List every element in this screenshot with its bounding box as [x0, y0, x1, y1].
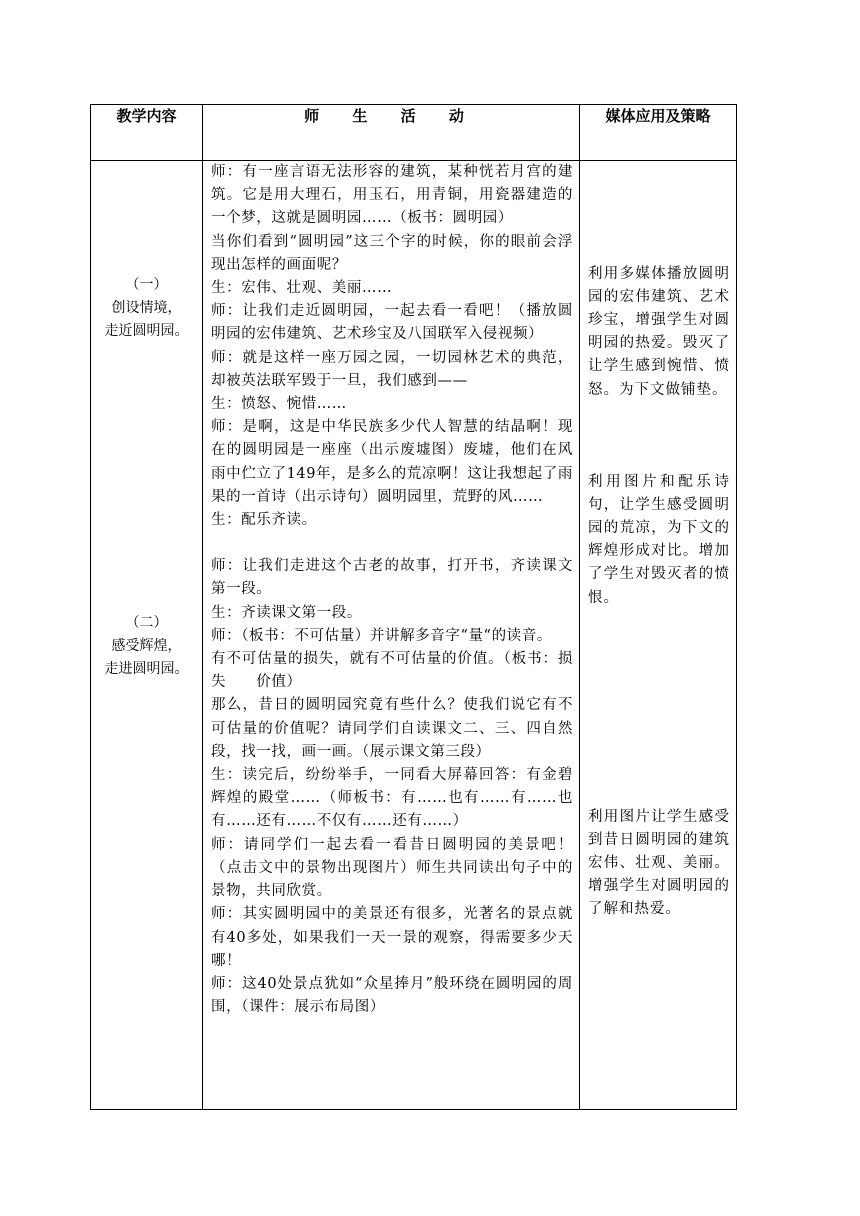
activity-paragraph: 生：愤怒、惋惜…… — [211, 396, 347, 413]
activity-paragraph: 师：是啊，这是中华民族多少代人智慧的结晶啊！现在的圆明园是一座座（出示废墟图）废墟，他们在风雨中伫立了149年，是多么的荒凉啊！这让我想起了雨果的一首诗（出示诗句）圆明园里，荒野的风…… — [211, 419, 573, 505]
activities-cell — [203, 161, 580, 1110]
activity-paragraph: 师：有一座言语无法形容的建筑，某种恍若月宫的建筑。它是用大理石，用玉石，用青铜，用瓷器建造的一个梦，这就是圆明园……（板书：圆明园） — [211, 164, 573, 227]
activity-paragraph: 师：请同学们一起去看一看昔日圆明园的美景吧！（点击文中的景物出现图片）师生共同读出句子中的景物，共同欣赏。 — [211, 836, 573, 900]
body-row — [91, 161, 737, 1110]
media-column — [580, 161, 736, 1109]
header-media: 媒体应用及策略 — [580, 105, 737, 161]
activity-paragraph: 有不可估量的损失，就有不可估量的价值。（板书：损失 价值） — [211, 651, 573, 691]
activity-paragraph: 生：齐读课文第一段。 — [211, 604, 362, 621]
activity-paragraph: 师：就是这样一座万园之园，一切园林艺术的典范，却被英法联军毁于一旦，我们感到—— — [211, 349, 573, 389]
section-title-line: 感受辉煌， — [111, 638, 182, 654]
activities-column — [203, 161, 579, 1019]
media-note: 利用图片和配乐诗句，让学生感受圆明园的荒凉，为下文的辉煌形成对比。增加了学生对毁灭者的愤恨。 — [588, 473, 730, 606]
activity-paragraph: 当你们看到“圆明园”这三个字的时候，你的眼前会浮现出怎样的画面呢？ — [211, 233, 573, 273]
media-note: 利用图片让学生感受到昔日圆明园的建筑宏伟、壮观、美丽。增强学生对圆明园的了解和热爱。 — [588, 808, 730, 918]
lesson-plan-sheet — [90, 104, 737, 1110]
section-title-line: 走进圆明园。 — [104, 661, 189, 677]
section-2-heading — [91, 612, 202, 681]
activity-paragraph: 师：让我们走进这个古老的故事，打开书，齐读课文第一段。 — [211, 558, 573, 598]
header-content: 教学内容 — [91, 105, 203, 161]
section-number: （二） — [125, 615, 168, 631]
lesson-plan-table — [90, 104, 737, 1110]
section-1-heading — [91, 274, 202, 343]
section-title-line: 创设情境， — [111, 300, 182, 316]
activity-paragraph: 生：读完后，纷纷举手，一同看大屏幕回答：有金碧辉煌的殿堂……（师板书：有……也有……有……也有……还有……不仅有……还有……） — [211, 767, 573, 830]
activity-paragraph: 师：让我们走近圆明园，一起去看一看吧！（播放圆明园的宏伟建筑、艺术珍宝及八国联军入侵视频） — [211, 303, 573, 343]
section-number: （一） — [125, 277, 168, 293]
activity-paragraph: 师：这40处景点犹如“众星捧月”般环绕在圆明园的周围，（课件：展示布局图） — [211, 975, 573, 1016]
activity-paragraph: 生：配乐齐读。 — [211, 512, 317, 529]
activity-paragraph: 师：（板书：不可估量）并讲解多音字“量“的读音。 — [211, 627, 552, 644]
content-column — [91, 161, 202, 1109]
content-cell — [91, 161, 203, 1110]
header-row — [91, 105, 737, 161]
activity-paragraph: 师：其实圆明园中的美景还有很多，光著名的景点就有40多处，如果我们一天一景的观察，得需要多少天哪！ — [211, 906, 573, 969]
activity-paragraph: 那么，昔日的圆明园究竟有些什么？使我们说它有不可估量的价值呢？请同学们自读课文二、三、四自然段，找一找，画一画。（展示课文第三段） — [211, 697, 573, 760]
media-cell — [580, 161, 737, 1110]
media-note: 利用多媒体播放圆明园的宏伟建筑、艺术珍宝，增强学生对圆明园的热爱。毁灭了让学生感到惋惜、愤怒。为下文做铺垫。 — [588, 265, 730, 398]
header-activities: 师 生 活 动 — [203, 105, 580, 161]
activity-paragraph: 生：宏伟、壮观、美丽…… — [211, 280, 393, 297]
blank-line — [211, 532, 573, 555]
section-title-line: 走近圆明园。 — [104, 323, 189, 339]
